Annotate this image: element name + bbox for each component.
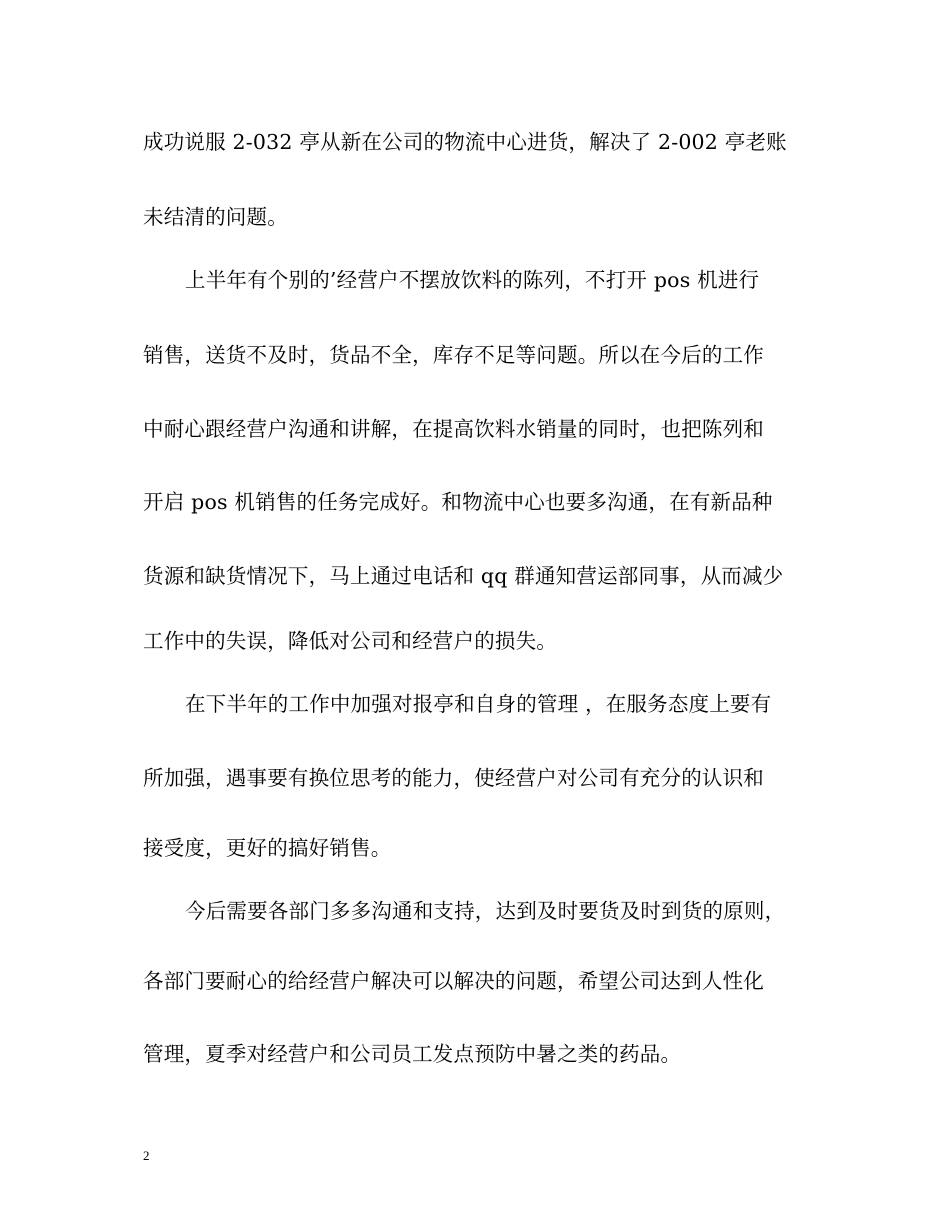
paragraph-line: 在下半年的工作中加强对报亭和自身的管理 ，在服务态度上要有 — [185, 692, 772, 716]
page-number: 2 — [143, 1148, 150, 1163]
paragraph-line: 货源和缺货情况下，马上通过电话和 qq 群通知营运部同事，从而减少 — [143, 564, 784, 588]
paragraph-line: 成功说服 2-032 亭从新在公司的物流中心进货，解决了 2-002 亭老账 — [143, 130, 787, 154]
paragraph-line: 销售，送货不及时，货品不全，库存不足等问题。所以在今后的工作 — [143, 343, 764, 367]
paragraph-line: 今后需要各部门多多沟通和支持，达到及时要货及时到货的原则， — [185, 899, 786, 923]
paragraph-line: 未结清的问题。 — [143, 205, 288, 229]
paragraph-line: 工作中的失误，降低对公司和经营户的损失。 — [143, 629, 557, 653]
paragraph-line: 中耐心跟经营户沟通和讲解，在提高饮料水销量的同时，也把陈列和 — [143, 417, 764, 441]
paragraph-line: 接受度，更好的搞好销售。 — [143, 836, 392, 860]
paragraph-line: 所加强，遇事要有换位思考的能力，使经营户对公司有充分的认识和 — [143, 766, 764, 790]
paragraph-line: 开启 pos 机销售的任务完成好。和物流中心也要多沟通，在有新品种 — [143, 490, 773, 514]
paragraph-line: 各部门要耐心的给经营户解决可以解决的问题，希望公司达到人性化 — [143, 969, 764, 993]
paragraph-line: 上半年有个别的’经营户不摆放饮料的陈列，不打开 pos 机进行 — [185, 268, 760, 292]
paragraph-line: 管理，夏季对经营户和公司员工发点预防中暑之类的药品。 — [143, 1042, 682, 1066]
